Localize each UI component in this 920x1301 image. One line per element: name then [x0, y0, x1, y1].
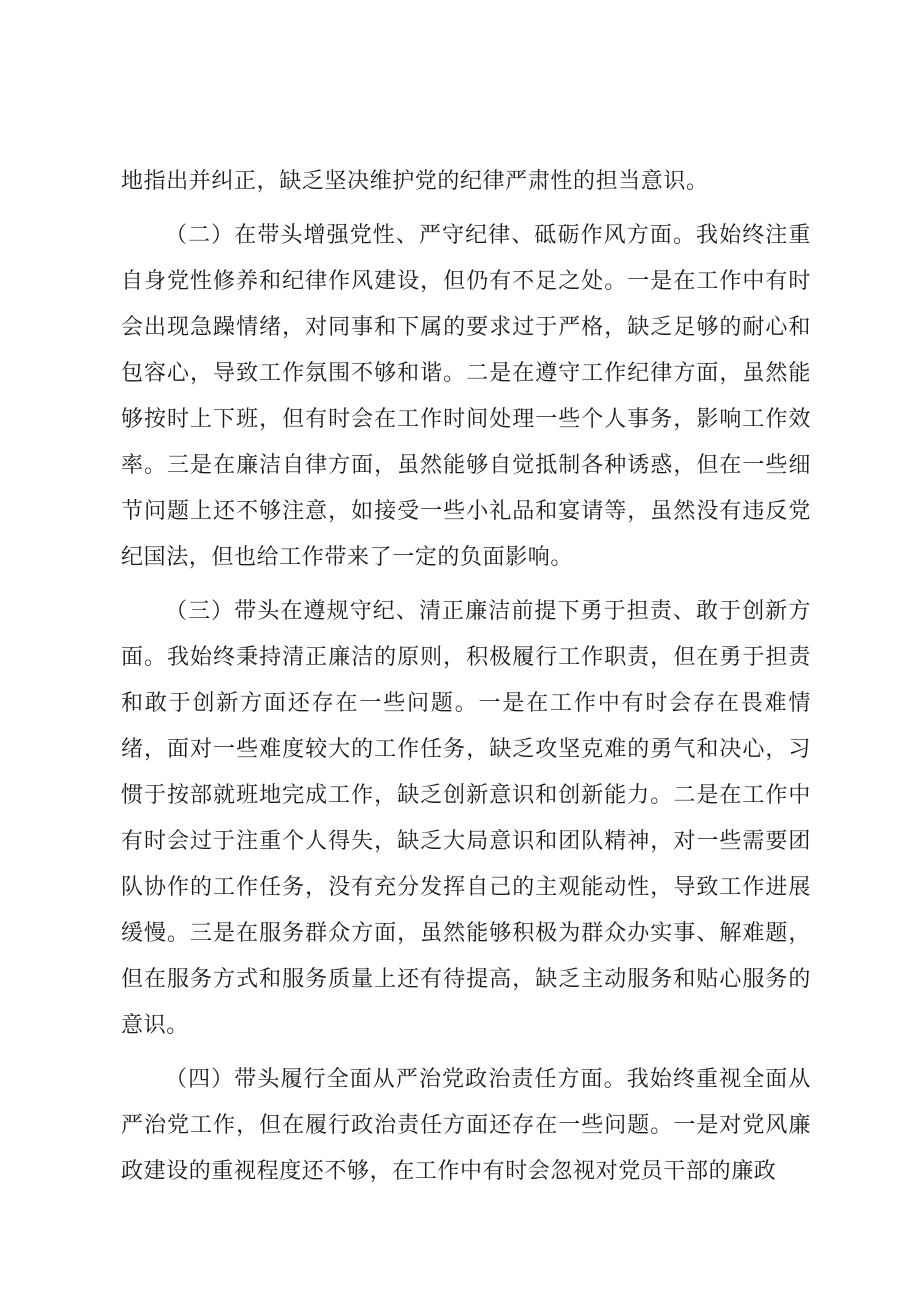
paragraph-section-2: （二）在带头增强党性、严守纪律、砥砺作风方面。我始终注重自身党性修养和纪律作风建设，但仍有不足之处。一是在工作中有时会出现急躁情绪，对同事和下属的要求过于严格，缺乏足够的耐心和包容心，导致工作氛围不够和谐。二是在遵守工作纪律方面，虽然能够按时上下班，但有时会在工作时间处理一些个人事务，影响工作效率。三是在廉洁自律方面，虽然能够自觉抵制各种诱惑，但在一些细节问题上还不够注意，如接受一些小礼品和宴请等，虽然没有违反党纪国法，但也给工作带来了一定的负面影响。 — [121, 223, 811, 570]
paragraph-section-4: （四）带头履行全面从严治党政治责任方面。我始终重视全面从严治党工作，但在履行政治责任方面还存在一些问题。一是对党风廉政建设的重视程度还不够，在工作中有时会忽视对党员干部的廉政 — [121, 1067, 811, 1184]
paragraph-continuation: 地指出并纠正，缺乏坚决维护党的纪律严肃性的担当意识。 — [121, 169, 709, 194]
paragraph-section-3: （三）带头在遵规守纪、清正廉洁前提下勇于担责、敢于创新方面。我始终秉持清正廉洁的原则，积极履行工作职责，但在勇于担责和敢于创新方面还存在一些问题。一是在工作中有时会存在畏难情绪，面对一些难度较大的工作任务，缺乏攻坚克难的勇气和决心，习惯于按部就班地完成工作，缺乏创新意识和创新能力。二是在工作中有时会过于注重个人得失，缺乏大局意识和团队精神，对一些需要团队协作的工作任务，没有充分发挥自己的主观能动性，导致工作进展缓慢。三是在服务群众方面，虽然能够积极为群众办实事、解难题，但在服务方式和服务质量上还有待提高，缺乏主动服务和贴心服务的意识。 — [121, 599, 811, 1038]
document-body — [121, 159, 811, 1203]
